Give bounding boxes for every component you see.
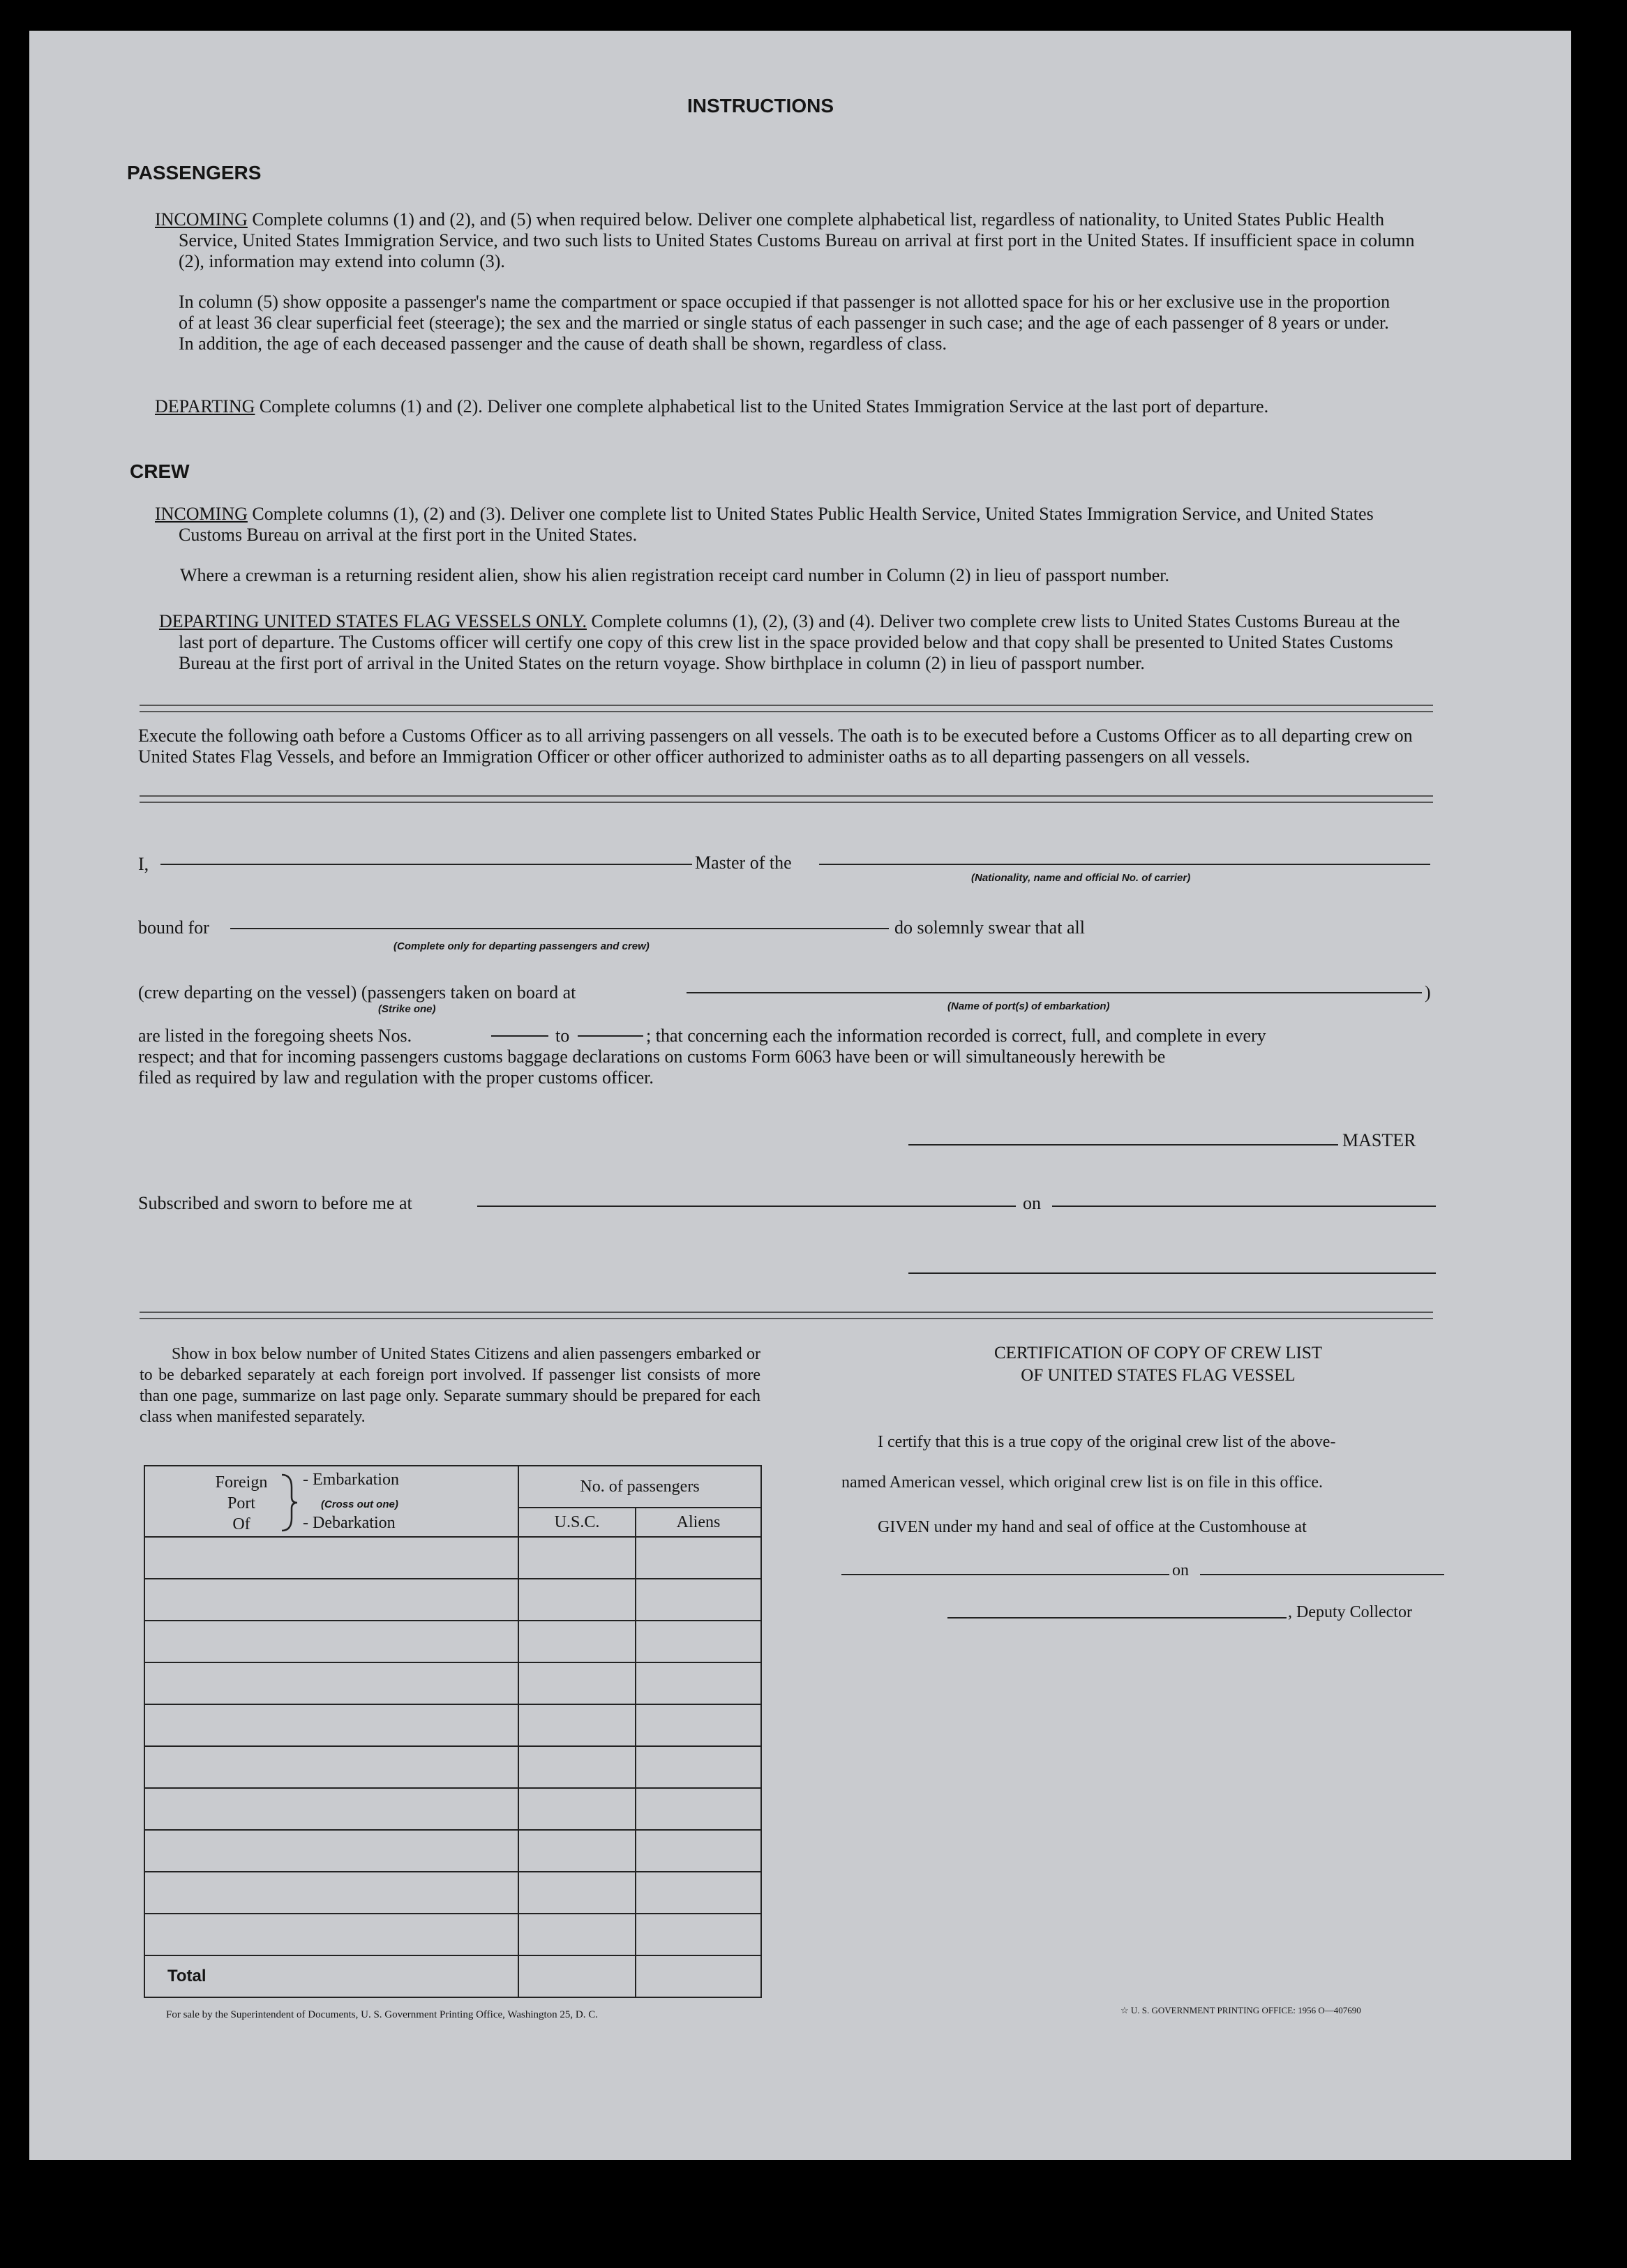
- usc-cell[interactable]: [518, 1579, 636, 1621]
- sheet-from-field[interactable]: [491, 1035, 548, 1037]
- certification-heading-2: OF UNITED STATES FLAG VESSEL: [1021, 1366, 1296, 1385]
- table-row: [144, 1914, 761, 1955]
- crew-incoming-label: INCOMING: [155, 504, 248, 524]
- header-embarkation: - Embarkation: [303, 1471, 399, 1489]
- port-cell[interactable]: [144, 1579, 518, 1621]
- aliens-cell[interactable]: [636, 1579, 761, 1621]
- port-cell[interactable]: [144, 1537, 518, 1579]
- certification-line-1: I certify that this is a true copy of the original crew list of the above-: [878, 1433, 1336, 1451]
- header-usc: U.S.C.: [518, 1508, 636, 1537]
- header-of: Of: [232, 1515, 250, 1533]
- usc-cell[interactable]: [518, 1746, 636, 1788]
- oath-subscribed: Subscribed and sworn to before me at: [138, 1193, 412, 1213]
- passengers-departing-text: Complete columns (1) and (2). Deliver one complete alphabetical list to the United States Immigration Service at the last port of departure.: [259, 396, 1269, 416]
- oath-listed-to: to: [555, 1026, 570, 1046]
- aliens-cell[interactable]: [636, 1872, 761, 1914]
- port-cell[interactable]: [144, 1830, 518, 1872]
- aliens-cell[interactable]: [636, 1746, 761, 1788]
- carrier-field[interactable]: [819, 864, 1430, 865]
- footer-right: ☆ U. S. GOVERNMENT PRINTING OFFICE: 1956 O—407690: [1120, 2005, 1361, 2015]
- customhouse-field[interactable]: [841, 1574, 1169, 1575]
- port-cell[interactable]: [144, 1788, 518, 1830]
- oath-listed-b: ; that concerning each the information recorded is correct, full, and complete in every: [646, 1026, 1266, 1046]
- oath-instructions: Execute the following oath before a Customs Officer as to all arriving passengers on all vessels. The oath is to be executed before a Customs Officer as to all departing crew on United States Flag Vessels, and before an Immigration Officer or other officer authorized to administer oaths as to all departing passengers on all vessels.: [138, 726, 1413, 767]
- port-cell[interactable]: [144, 1746, 518, 1788]
- usc-cell[interactable]: [518, 1704, 636, 1746]
- aliens-cell[interactable]: [636, 1662, 761, 1704]
- aliens-cell[interactable]: [636, 1914, 761, 1955]
- table-row: [144, 1579, 761, 1621]
- header-no-of-passengers: No. of passengers: [518, 1466, 761, 1508]
- usc-cell[interactable]: [518, 1830, 636, 1872]
- oath-master-label: MASTER: [1342, 1130, 1416, 1150]
- sworn-place-field[interactable]: [477, 1206, 1016, 1207]
- oath-listed-c: respect; and that for incoming passengers customs baggage declarations on customs Form 6063 have been or will simultaneously herewith be: [138, 1046, 1166, 1067]
- separator-3: [140, 1312, 1433, 1319]
- header-foreign: Foreign: [215, 1473, 268, 1492]
- oath-on: on: [1023, 1193, 1041, 1213]
- nationality-note: (Nationality, name and official No. of carrier): [971, 872, 1191, 884]
- summary-instructions: Show in box below number of United States Citizens and alien passengers embarked or to be debarked separately at each foreign port involved. If passenger list consists of more than one page, summarize on last page only. Separate summary should be prepared for each class when manifested separately.: [140, 1345, 760, 1426]
- total-row: [144, 1955, 761, 1997]
- separator-2: [140, 795, 1433, 803]
- port-note: (Name of port(s) of embarkation): [947, 1000, 1110, 1012]
- certification-date-field[interactable]: [1200, 1574, 1444, 1575]
- crew-incoming-text: Complete columns (1), (2) and (3). Deliver one complete list to United States Public Health Service, United States Immigration Service, and United States Customs Bureau on arrival at the first port in the United States.: [179, 504, 1374, 545]
- passengers-incoming-label: INCOMING: [155, 209, 248, 230]
- certification-deputy: , Deputy Collector: [1288, 1603, 1412, 1621]
- header-debarkation: - Debarkation: [303, 1514, 396, 1532]
- total-label: Total: [144, 1955, 518, 1997]
- certification-on: on: [1172, 1561, 1189, 1579]
- certification-line-2: named American vessel, which original crew list is on file in this office.: [841, 1473, 1324, 1492]
- master-name-field[interactable]: [160, 864, 692, 865]
- officer-signature-field[interactable]: [908, 1272, 1436, 1274]
- passengers-departing-paragraph: [155, 396, 1427, 417]
- passengers-incoming-text: Complete columns (1) and (2), and (5) when required below. Deliver one complete alphabetical list, regardless of nationality, to United States Public Health Service, United States Immigration Service, and two such lists to United States Customs Bureau on arrival at first port in the United States. If insufficient space in column (2), information may extend into column (3).: [179, 209, 1415, 271]
- oath-master-of-the: Master of the: [695, 853, 792, 873]
- crew-heading: CREW: [130, 460, 190, 482]
- usc-cell[interactable]: [518, 1621, 636, 1662]
- total-aliens-cell[interactable]: [636, 1955, 761, 1997]
- separator-1: [140, 705, 1433, 712]
- sworn-date-field[interactable]: [1052, 1206, 1436, 1207]
- total-usc-cell[interactable]: [518, 1955, 636, 1997]
- oath-bound-for: bound for: [138, 917, 209, 938]
- table-row: [144, 1662, 761, 1704]
- table-row: [144, 1621, 761, 1662]
- oath-i: I,: [138, 854, 149, 874]
- table-row: [144, 1788, 761, 1830]
- oath-listed-d: filed as required by law and regulation with the proper customs officer.: [138, 1067, 654, 1088]
- oath-crew-passengers: (crew departing on the vessel) (passengers taken on board at: [138, 982, 576, 1002]
- crew-departing-label: DEPARTING UNITED STATES FLAG VESSELS ONLY.: [159, 611, 587, 631]
- certification-line-3: GIVEN under my hand and seal of office at the Customhouse at: [878, 1518, 1307, 1536]
- port-embarkation-field[interactable]: [687, 992, 1422, 993]
- usc-cell[interactable]: [518, 1662, 636, 1704]
- foreign-port-header: [144, 1466, 518, 1537]
- table-row: [144, 1746, 761, 1788]
- footer-left: For sale by the Superintendent of Documents, U. S. Government Printing Office, Washington 25, D. C.: [166, 2009, 598, 2020]
- sheet-to-field[interactable]: [578, 1035, 643, 1037]
- table-row: [144, 1872, 761, 1914]
- aliens-cell[interactable]: [636, 1621, 761, 1662]
- header-port: Port: [227, 1494, 255, 1512]
- port-cell[interactable]: [144, 1662, 518, 1704]
- oath-listed-a: are listed in the foregoing sheets Nos.: [138, 1026, 412, 1046]
- table-row: [144, 1537, 761, 1579]
- crew-departing-text: Complete columns (1), (2), (3) and (4). Deliver two complete crew lists to United States Customs Bureau at the last port of departure. The Customs officer will certify one copy of this crew list in the space provided below and that copy shall be presented to United States Customs Bureau at the first port of arrival in the United States on the return voyage. Show birthplace in column (2) in lieu of passport number.: [179, 611, 1400, 673]
- crew-incoming-resident-paragraph: Where a crewman is a returning resident alien, show his alien registration receipt card number in Column (2) in lieu of passport number.: [180, 565, 1170, 585]
- header-cross-out: (Cross out one): [321, 1499, 398, 1510]
- table-row: [144, 1704, 761, 1746]
- usc-cell[interactable]: [518, 1537, 636, 1579]
- master-signature-field[interactable]: [908, 1144, 1338, 1146]
- header-aliens: Aliens: [636, 1508, 761, 1537]
- page-title: INSTRUCTIONS: [687, 95, 834, 117]
- strike-note: (Strike one): [378, 1003, 436, 1015]
- usc-cell[interactable]: [518, 1872, 636, 1914]
- aliens-cell[interactable]: [636, 1704, 761, 1746]
- port-cell[interactable]: [144, 1704, 518, 1746]
- crew-incoming-paragraph: [155, 504, 1427, 546]
- usc-cell[interactable]: [518, 1914, 636, 1955]
- bound-for-field[interactable]: [230, 928, 889, 929]
- oath-close-paren: ): [1425, 982, 1431, 1002]
- crew-departing-paragraph: [159, 611, 1423, 674]
- deputy-collector-signature-field[interactable]: [947, 1617, 1287, 1619]
- bound-note: (Complete only for departing passengers and crew): [393, 940, 650, 952]
- port-cell[interactable]: [144, 1872, 518, 1914]
- aliens-cell[interactable]: [636, 1830, 761, 1872]
- table-row: [144, 1830, 761, 1872]
- brace-icon: [279, 1473, 300, 1532]
- passenger-summary-table: [144, 1465, 762, 1998]
- passengers-heading: PASSENGERS: [127, 162, 262, 183]
- passengers-incoming-paragraph: [155, 209, 1427, 272]
- oath-swear: do solemnly swear that all: [894, 917, 1085, 938]
- port-cell[interactable]: [144, 1914, 518, 1955]
- aliens-cell[interactable]: [636, 1788, 761, 1830]
- usc-cell[interactable]: [518, 1788, 636, 1830]
- passengers-departing-label: DEPARTING: [155, 396, 255, 416]
- certification-heading-1: CERTIFICATION OF COPY OF CREW LIST: [994, 1344, 1323, 1362]
- passengers-incoming-steerage-paragraph: In column (5) show opposite a passenger's name the compartment or space occupied if that passenger is not allotted space for his or her exclusive use in the proportion of at least 36 clear superficial feet (steerage); the sex and the married or single status of each passenger in such case; and the age of each passenger of 8 years or under. In addition, the age of each deceased passenger and the cause of death shall be shown, regardless of class.: [179, 292, 1390, 354]
- aliens-cell[interactable]: [636, 1537, 761, 1579]
- port-cell[interactable]: [144, 1621, 518, 1662]
